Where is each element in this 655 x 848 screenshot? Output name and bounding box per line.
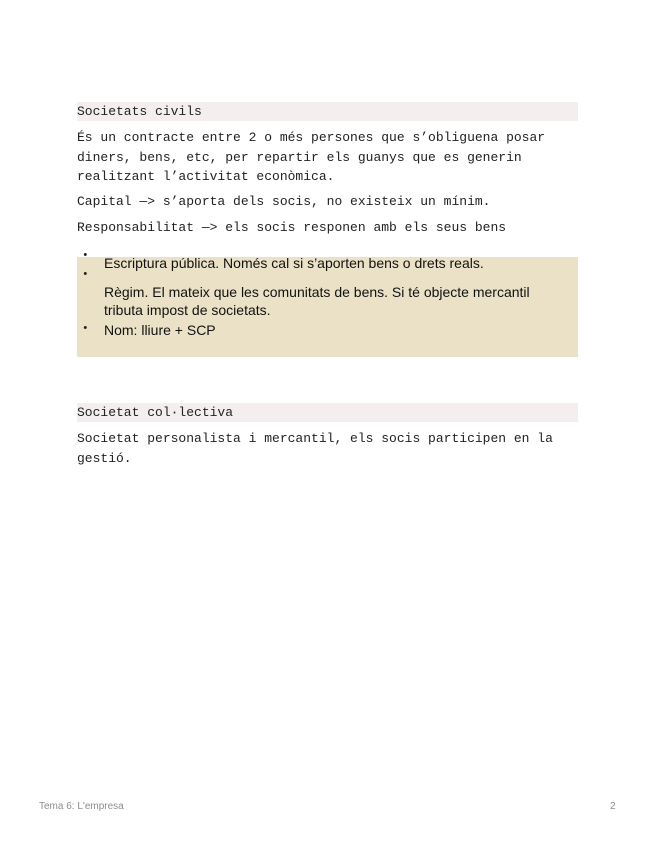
paragraph-line: És un contracte entre 2 o més persones que s’obliguena posar — [77, 130, 546, 145]
paragraph-responsabilitat: Responsabilitat —> els socis responen amb els seus bens — [77, 220, 507, 235]
paragraph-capital: Capital —> s’aporta dels socis, no existeix un mínim. — [77, 194, 491, 209]
paragraph-line: Societat personalista i mercantil, els socis participen en la — [77, 431, 553, 446]
footer-title: Tema 6: L'empresa — [39, 801, 124, 812]
section-heading-societat-collectiva — [77, 403, 578, 422]
note-item-nom: Nom: lliure + SCP — [104, 322, 216, 338]
paragraph-definition — [77, 128, 578, 187]
note-item-escriptura: Escriptura pública. Només cal si s’aporten bens o drets reals. — [104, 255, 484, 271]
note-line: tributa impost de societats. — [104, 302, 271, 318]
bullet-icon: • — [82, 323, 89, 335]
paragraph-line: diners, bens, etc, per repartir els guanys que es generin — [77, 149, 522, 165]
paragraph-line: gestió. — [77, 450, 132, 466]
bullet-icon: • — [82, 269, 89, 281]
page-number: 2 — [610, 801, 616, 812]
section-heading-text: Societats civils — [77, 104, 202, 119]
paragraph-line: realitzant l’activitat econòmica. — [77, 169, 335, 184]
section-heading-text: Societat col·lectiva — [77, 405, 234, 420]
bullet-icon: • — [82, 250, 89, 262]
note-line: Règim. El mateix que les comunitats de bens. Si té objecte mercantil — [104, 284, 530, 300]
paragraph-collectiva — [77, 429, 578, 468]
note-item-regim — [104, 283, 574, 319]
section-heading-societats-civils — [77, 102, 578, 121]
